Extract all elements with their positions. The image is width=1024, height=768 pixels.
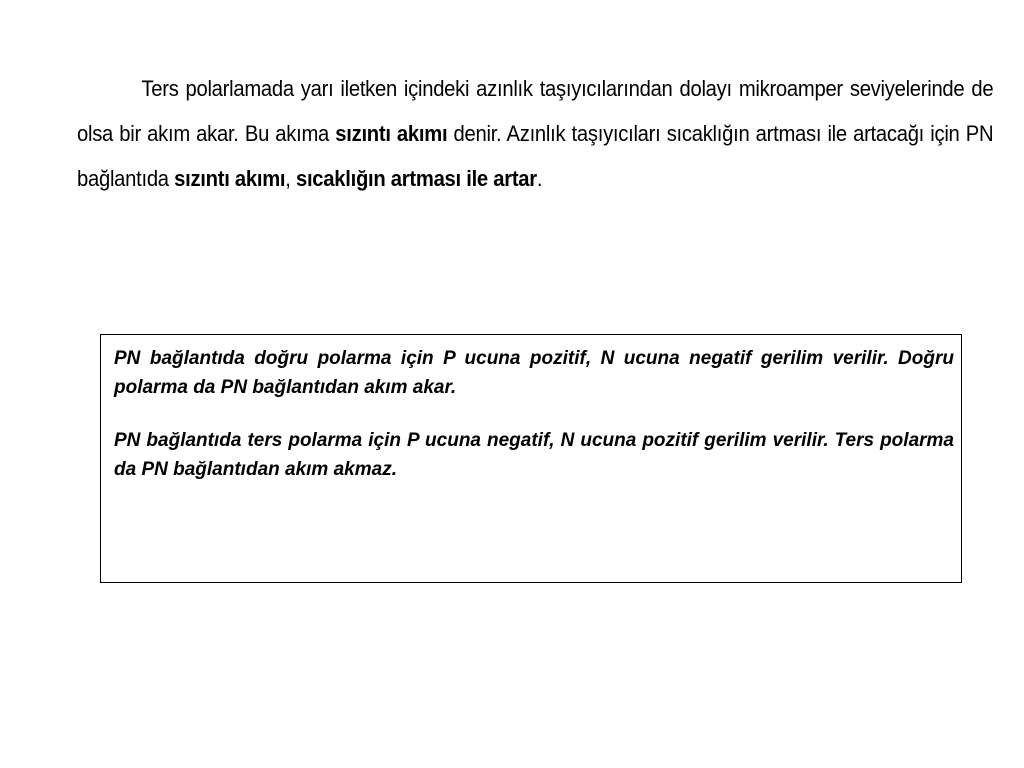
intro-separator: , [285,166,296,191]
summary-box [100,334,962,583]
reverse-bias-paragraph: PN bağlantıda ters polarma için P ucuna negatif, N ucuna pozitif gerilim verilir. Ters polarma da PN bağlantıdan akım akmaz. [114,430,954,480]
term-leakage-current: sızıntı akımı [335,121,448,146]
term-increases-with-temperature: sıcaklığın artması ile artar [295,166,537,191]
intro-paragraph [77,66,993,201]
intro-text-1: Ters polarlamada yarı iletken içindeki azınlık taşıyıcılarından dolayı mikroamper seviyelerinde de olsa bir akım akar. Bu akıma [77,76,994,146]
intro-text-2: denir. Azınlık taşıyıcıları sıcaklığın artması ile artacağı için PN bağlantıda [77,121,994,191]
intro-end: . [536,166,543,191]
forward-bias-paragraph: PN bağlantıda doğru polarma için P ucuna pozitif, N ucuna negatif gerilim verilir. Doğru polarma da PN bağlantıdan akım akar. [114,348,954,398]
term-leakage-current-2: sızıntı akımı [174,166,286,191]
